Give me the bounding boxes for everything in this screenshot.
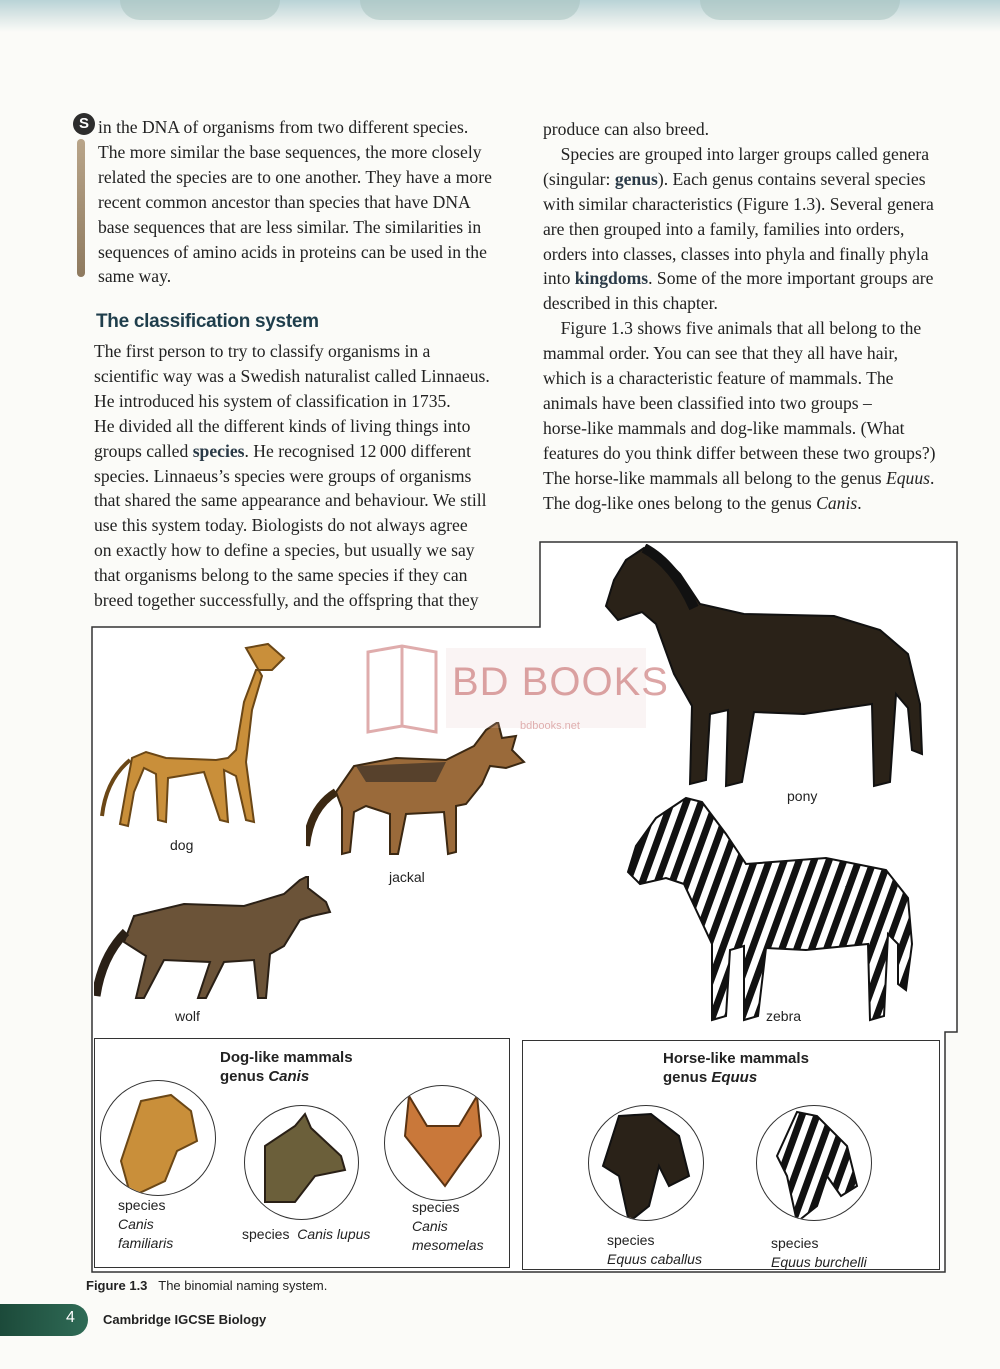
species-canis-familiaris: species Canis familiaris: [118, 1197, 174, 1251]
text-line: in the DNA of organisms from two different species.: [98, 117, 469, 137]
species-equus-burchelli: species Equus burchelli: [771, 1235, 867, 1270]
canis-lupus-portrait: [244, 1105, 359, 1220]
text-line: are then grouped into a family, families into orders,: [543, 218, 905, 239]
text-line: The first person to try to classify organisms in a: [94, 341, 431, 361]
text-line: The horse-like mammals all belong to the genus Equus.: [543, 467, 935, 488]
dog-label: dog: [170, 837, 194, 853]
jackal-illustration: [306, 722, 536, 872]
text-line: breed together successfully, and the offspring that they: [94, 590, 479, 611]
species-canis-lupus: species Canis lupus: [242, 1226, 371, 1242]
equus-caballus-portrait: [588, 1105, 704, 1221]
text-line: features do you think differ between these two groups?): [543, 442, 936, 463]
wolf-illustration: [94, 876, 334, 1006]
text-line: recent common ancestor than species that have DNA: [98, 191, 471, 212]
text-line: into kingdoms. Some of the more important groups are: [543, 268, 934, 289]
dog-illustration: [96, 640, 316, 840]
text-line: Species are grouped into larger groups called genera: [543, 143, 930, 164]
pony-label: pony: [787, 788, 818, 804]
text-line: horse-like mammals and dog-like mammals. (What: [543, 417, 905, 438]
zebra-head-icon: [757, 1106, 872, 1221]
supplement-badge: S: [73, 113, 95, 135]
page-number: 4: [66, 1309, 75, 1326]
text-line: groups called species. He recognised 12 000 different: [94, 440, 471, 461]
text-line: produce can also breed.: [543, 119, 710, 139]
dog-head-icon: [101, 1081, 216, 1196]
text-line: use this system today. Biologists do not always agree: [94, 515, 468, 536]
text-line: which is a characteristic feature of mammals. The: [543, 368, 894, 389]
equus-burchelli-portrait: [756, 1105, 872, 1221]
book-title: Cambridge IGCSE Biology: [103, 1312, 267, 1327]
zebra-illustration: [626, 794, 922, 1026]
text-line: that shared the same appearance and behaviour. We still: [94, 490, 487, 511]
text-line: orders into classes, classes into phyla and finally phyla: [543, 243, 929, 264]
text-line: mammal order. You can see that they all have hair,: [543, 343, 898, 364]
text-line: on exactly how to define a species, but usually we say: [94, 540, 475, 561]
text-line: The dog-like ones belong to the genus Canis.: [543, 492, 862, 513]
species-canis-mesomelas: species Canis mesomelas: [412, 1199, 484, 1253]
text-line: base sequences that are less similar. The similarities in: [98, 216, 482, 237]
text-line: species. Linnaeus’s species were groups of organisms: [94, 465, 472, 486]
canis-familiaris-portrait: [100, 1080, 216, 1196]
text-line: that organisms belong to the same species if they can: [94, 565, 468, 586]
text-line: scientific way was a Swedish naturalist called Linnaeus.: [94, 365, 490, 386]
text-line: The more similar the base sequences, the more closely: [98, 141, 482, 162]
text-line: He divided all the different kinds of living things into: [94, 415, 471, 436]
dog-like-group-title: Dog-like mammals genus Canis: [220, 1049, 353, 1085]
section-heading: The classification system: [96, 311, 319, 332]
text-line: Figure 1.3 shows five animals that all belong to the: [543, 318, 922, 339]
species-equus-caballus: species Equus caballus: [607, 1232, 702, 1267]
text-line: related the species are to one another. They have a more: [98, 166, 492, 187]
text-line: He introduced his system of classification in 1735.: [94, 390, 451, 411]
wolf-label: wolf: [175, 1008, 200, 1024]
watermark-text: BD BOOKS: [452, 660, 669, 704]
watermark-url: bdbooks.net: [520, 720, 580, 732]
text-line: with similar characteristics (Figure 1.3). Several genera: [543, 193, 934, 214]
pony-head-icon: [589, 1106, 704, 1221]
jackal-head-icon: [385, 1086, 500, 1201]
canis-mesomelas-portrait: [384, 1085, 500, 1201]
zebra-label: zebra: [766, 1008, 802, 1024]
text-line: animals have been classified into two groups –: [543, 392, 872, 413]
figure-caption: Figure 1.3 The binomial naming system.: [86, 1278, 328, 1293]
text-line: sequences of amino acids in proteins can be used in the: [98, 241, 487, 262]
jackal-label: jackal: [389, 869, 425, 885]
text-line: described in this chapter.: [543, 293, 718, 314]
text-line: (singular: genus). Each genus contains several species: [543, 168, 926, 189]
wolf-head-icon: [245, 1106, 359, 1220]
text-line: same way.: [98, 266, 172, 287]
horse-like-group-title: Horse-like mammals genus Equus: [663, 1050, 809, 1086]
